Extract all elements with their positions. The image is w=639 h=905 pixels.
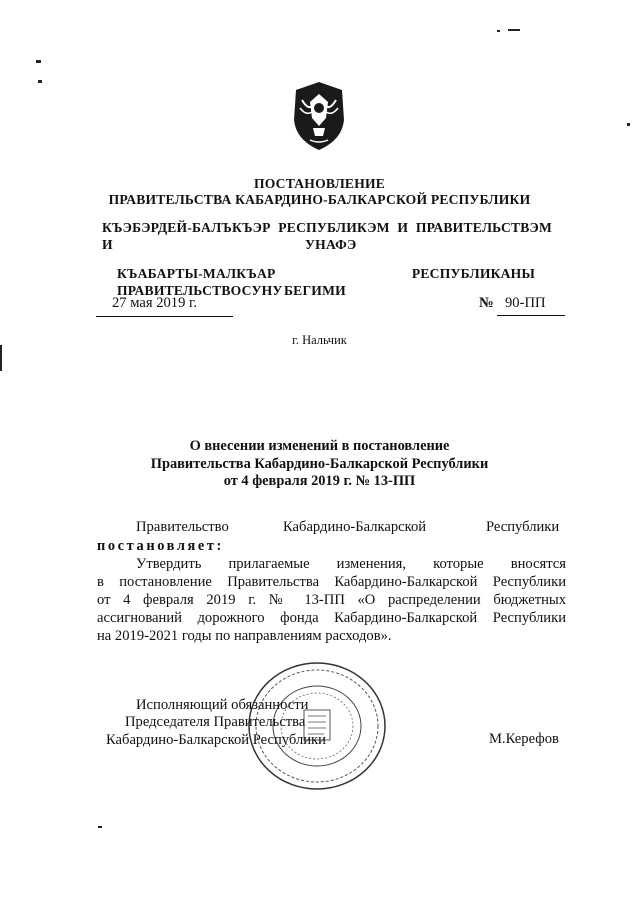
p1-decrees: постановляет: <box>97 538 224 554</box>
scan-artifact <box>627 123 630 126</box>
coat-of-arms-emblem-icon <box>292 80 346 152</box>
p2-line1: Утвердить прилагаемые изменения, которые вносятся <box>136 556 566 572</box>
document-number: 90-ПП <box>505 295 546 311</box>
government-title: ПРАВИТЕЛЬСТВА КАБАРДИНО-БАЛКАРСКОЙ РЕСПУБЛИКИ <box>108 192 531 207</box>
kabardian-title-line1: КЪЭБЭРДЕЙ-БАЛЪКЪЭР РЕСПУБЛИКЭМ И ПРАВИТЕЛЬСТВЭМ И <box>102 220 552 252</box>
title-line2: Правительства Кабардино-Балкарской Республики <box>150 456 489 472</box>
title-line1: О внесении изменений в постановление <box>189 438 450 454</box>
number-underline <box>497 315 565 316</box>
title-line3: от 4 февраля 2019 г. № 13-ПП <box>223 473 416 489</box>
signatory-name: М.Керефов <box>489 731 559 747</box>
doc-type: ПОСТАНОВЛЕНИЕ <box>253 176 386 191</box>
scan-artifact <box>36 60 41 63</box>
coat-of-arms <box>292 80 346 152</box>
p2-line3: от 4 февраля 2019 г. № 13-ПП «О распределении бюджетных <box>97 592 566 608</box>
signature-line2: Председателя Правительства <box>125 714 306 730</box>
number-label: № <box>479 295 494 311</box>
kabardian-title-line2: УНАФЭ <box>305 237 357 252</box>
signature-line1: Исполняющий обязанности <box>136 697 309 713</box>
balkar-title-line2: БЕГИМИ <box>284 283 346 298</box>
p1-word-kbr: Кабардино-Балкарской <box>283 519 427 535</box>
p2-line5: на 2019-2021 годы по направлениям расходов». <box>97 628 392 644</box>
p1-word-republic: Республики <box>486 519 560 535</box>
document-date: 27 мая 2019 г. <box>112 295 198 311</box>
scan-artifact <box>508 29 520 31</box>
scan-artifact <box>497 30 500 32</box>
scan-artifact <box>38 80 42 83</box>
signature-line3: Кабардино-Балкарской Республики <box>106 732 326 748</box>
city: г. Нальчик <box>292 333 347 347</box>
balkar-title-line1: КЪАБАРТЫ-МАЛКЪАР РЕСПУБЛИКАНЫ ПРАВИТЕЛЬСТВОСУНУ <box>117 266 535 298</box>
p1-word-government: Правительство <box>136 519 229 535</box>
date-underline <box>96 316 233 317</box>
scan-artifact <box>0 345 2 371</box>
p2-line4: ассигнований дорожного фонда Кабардино-Балкарской Республики <box>97 610 566 626</box>
scan-artifact <box>98 826 102 828</box>
p2-line2: в постановление Правительства Кабардино-Балкарской Республики <box>97 574 566 590</box>
